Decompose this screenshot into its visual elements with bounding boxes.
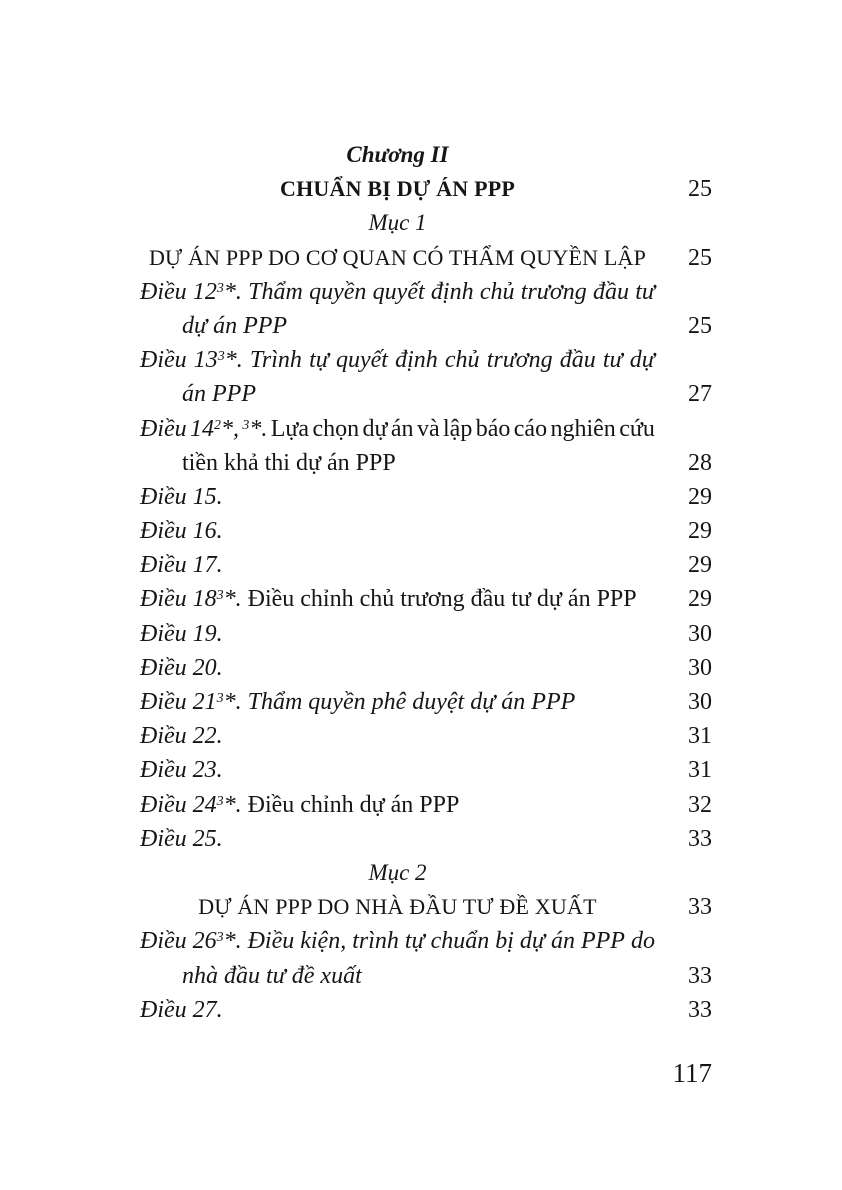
entry-page-number: 33 bbox=[688, 996, 712, 1023]
toc-entry bbox=[140, 788, 712, 822]
chapter-label: Chương II bbox=[346, 142, 449, 167]
entry-page-number: 25 bbox=[688, 312, 712, 339]
entry-page-number: 33 bbox=[688, 962, 712, 989]
entry-page-number: 33 bbox=[688, 825, 712, 852]
entry-title: Điều 15. bbox=[140, 483, 223, 510]
entry-page-number: 29 bbox=[688, 483, 712, 510]
entry-page-number: 31 bbox=[688, 723, 712, 750]
toc-entry-line2 bbox=[140, 446, 712, 480]
entry-page-number: 31 bbox=[688, 757, 712, 784]
book-page-number: 117 bbox=[672, 1058, 712, 1088]
entry-title: Điều 27. bbox=[140, 996, 223, 1023]
section-label: Mục 2 bbox=[368, 859, 427, 885]
toc-entries bbox=[140, 206, 712, 1027]
entry-title: Điều $24^3*$. Điều chỉnh dự án PPP bbox=[140, 791, 460, 818]
toc-entry bbox=[140, 582, 712, 616]
section-page-number: 25 bbox=[688, 244, 712, 271]
toc-entry bbox=[140, 651, 712, 685]
section-title: DỰ ÁN PPP DO NHÀ ĐẦU TƯ ĐỀ XUẤT bbox=[198, 894, 597, 920]
toc-entry-line1: Điều $13^3*$. Trình tự quyết định chủ trương đầu tư dự bbox=[140, 347, 655, 374]
entry-page-number: 30 bbox=[688, 654, 712, 681]
entry-page-number: 32 bbox=[688, 791, 712, 818]
entry-page-number: 30 bbox=[688, 689, 712, 715]
entry-title: Điều 23. bbox=[140, 757, 223, 784]
toc-entry bbox=[140, 719, 712, 753]
entry-page-number: 29 bbox=[688, 552, 712, 579]
section-page-number: 33 bbox=[688, 894, 712, 921]
entry-title: Điều 16. bbox=[140, 518, 223, 545]
entry-title: Điều $18^3*$. Điều chỉnh chủ trương đầu tư dự án PPP bbox=[140, 586, 637, 613]
entry-page-number: 27 bbox=[688, 381, 712, 408]
toc-entry bbox=[140, 480, 712, 514]
toc-entry bbox=[140, 617, 712, 651]
toc-entry bbox=[140, 993, 712, 1027]
toc-entry bbox=[140, 514, 712, 548]
toc-entry-line1: Điều $12^3*$. Thẩm quyền quyết định chủ trương đầu tư bbox=[140, 278, 655, 305]
entry-continuation: tiền khả thi dự án PPP bbox=[182, 449, 396, 476]
entry-title: Điều $21^3*$. Thẩm quyền phê duyệt dự án PPP bbox=[140, 689, 576, 715]
chapter-title: CHUẨN BỊ DỰ ÁN PPP bbox=[280, 176, 515, 202]
entry-title: Điều 20. bbox=[140, 654, 223, 681]
entry-title: Điều 19. bbox=[140, 620, 223, 647]
entry-continuation: nhà đầu tư đề xuất bbox=[182, 962, 362, 989]
toc-entry bbox=[140, 548, 712, 582]
toc-entry-line1: Điều $14^2*$, $^3$*. Lựa chọn dự án và lập báo cáo nghiên cứu bbox=[140, 415, 655, 442]
entry-title: Điều 25. bbox=[140, 825, 223, 852]
section-heading-row bbox=[140, 241, 712, 275]
entry-page-number: 28 bbox=[688, 449, 712, 476]
entry-continuation: án PPP bbox=[182, 381, 256, 408]
table-of-contents bbox=[140, 138, 712, 1027]
entry-title: Điều 17. bbox=[140, 552, 223, 579]
chapter-page-number: 25 bbox=[688, 176, 712, 203]
toc-entry bbox=[140, 822, 712, 856]
section-title: DỰ ÁN PPP DO CƠ QUAN CÓ THẨM QUYỀN LẬP bbox=[148, 244, 647, 270]
toc-entry bbox=[140, 685, 712, 719]
toc-entry-line2 bbox=[140, 309, 712, 343]
entry-title: Điều 22. bbox=[140, 723, 223, 750]
chapter-heading-row bbox=[140, 172, 712, 206]
entry-page-number: 29 bbox=[688, 586, 712, 613]
entry-page-number: 30 bbox=[688, 620, 712, 647]
section-label: Mục 1 bbox=[368, 210, 427, 236]
toc-entry-line1: Điều $26^3*$. Điều kiện, trình tự chuẩn bị dự án PPP do bbox=[140, 928, 655, 955]
toc-entry-line2 bbox=[140, 377, 712, 411]
entry-page-number: 29 bbox=[688, 518, 712, 545]
section-heading-row bbox=[140, 890, 712, 924]
toc-entry-line2 bbox=[140, 959, 712, 993]
entry-continuation: dự án PPP bbox=[182, 312, 288, 339]
toc-entry bbox=[140, 753, 712, 787]
